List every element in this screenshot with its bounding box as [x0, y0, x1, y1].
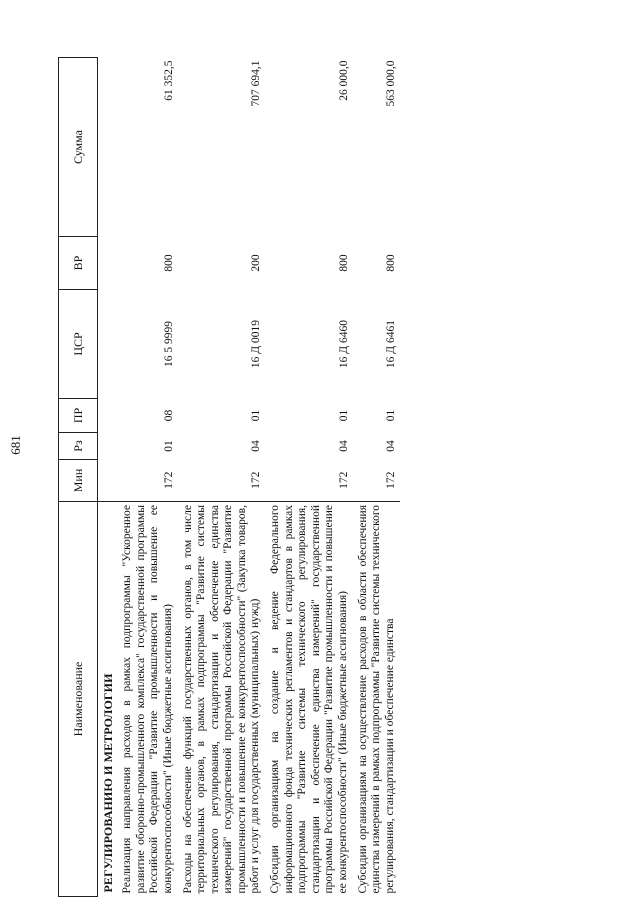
row-vr: 800 — [385, 254, 398, 272]
row-min: 172 — [117, 460, 178, 502]
row-rz: 01 — [163, 440, 176, 452]
row-csr: 16 Д 6460 — [337, 319, 350, 369]
row-csr: 16 Д 6461 — [385, 319, 398, 369]
row-vr: 800 — [337, 254, 350, 272]
header-name: Наименование — [59, 502, 98, 897]
row-min: 172 — [353, 460, 400, 502]
row-vr: 800 — [163, 254, 176, 272]
row-vr: 200 — [250, 254, 263, 272]
page-number: 681 — [8, 435, 23, 455]
budget-table — [58, 57, 400, 897]
section-title: РЕГУЛИРОВАНИЮ И МЕТРОЛОГИИ — [101, 673, 115, 893]
row-name: Субсидии организациям на создание и ведение Федерального информационного фонда технических регламентов и стандартов в рамках подпрограммы "Развитие системы технического регулирования, стандартизации и обеспечение единства измерений" государственной программы Российской Федерации "Развитие промышленности и повышение ее конкурентоспособности" (Иные бюджетные ассигнования) — [269, 505, 349, 894]
row-sum: 26 000,0 — [337, 60, 350, 101]
table-row — [265, 58, 352, 897]
row-min: 172 — [178, 460, 265, 502]
header-csr: ЦСР — [59, 290, 98, 399]
header-rz: Рз — [59, 433, 98, 460]
row-name: Субсидии организациям на осуществление расходов в области обеспечения единства измерений в рамках подпрограммы "Развитие системы технического регулирования, стандартизации и обеспечение единства — [356, 505, 396, 894]
table-header-row — [59, 58, 98, 897]
row-min: 172 — [265, 460, 352, 502]
table-row — [178, 58, 265, 897]
row-rz: 04 — [337, 440, 350, 452]
table-row — [117, 58, 178, 897]
row-name: Реализация направления расходов в рамках подпрограммы "Ускоренное развитие оборонно-промышленного комплекса" государственной программы Российской Федерации "Развитие промышленности и повышение ее конкурентоспособности" (Иные бюджетные ассигнования) — [121, 505, 174, 894]
section-row — [98, 58, 118, 897]
header-vr: ВР — [59, 237, 98, 290]
row-csr: 16 5 9999 — [163, 321, 176, 367]
row-pr: 01 — [250, 409, 263, 422]
row-pr: 01 — [385, 409, 398, 422]
row-rz: 04 — [250, 440, 263, 452]
row-rz: 04 — [385, 440, 398, 452]
header-sum: Сумма — [59, 58, 98, 237]
row-name: Расходы на обеспечение функций государственных органов, в том числе территориальных органов, в рамках подпрограммы "Развитие системы технического регулирования, стандартизации и обеспечение единства измерений" государственной программы Российской Федерации "Развитие промышленности и повышение ее конкурентоспособности" (Закупка товаров, работ и услуг для государственных (муниципальных) нужд) — [182, 505, 262, 894]
row-pr: 01 — [337, 409, 350, 422]
row-sum: 563 000,0 — [385, 60, 398, 107]
row-sum: 61 352,5 — [163, 60, 176, 101]
row-csr: 16 Д 0019 — [250, 319, 263, 369]
row-pr: 08 — [163, 409, 176, 422]
header-pr: ПР — [59, 399, 98, 433]
row-sum: 707 694,1 — [250, 60, 263, 107]
header-min: Мин — [59, 460, 98, 502]
table-row — [353, 58, 400, 897]
